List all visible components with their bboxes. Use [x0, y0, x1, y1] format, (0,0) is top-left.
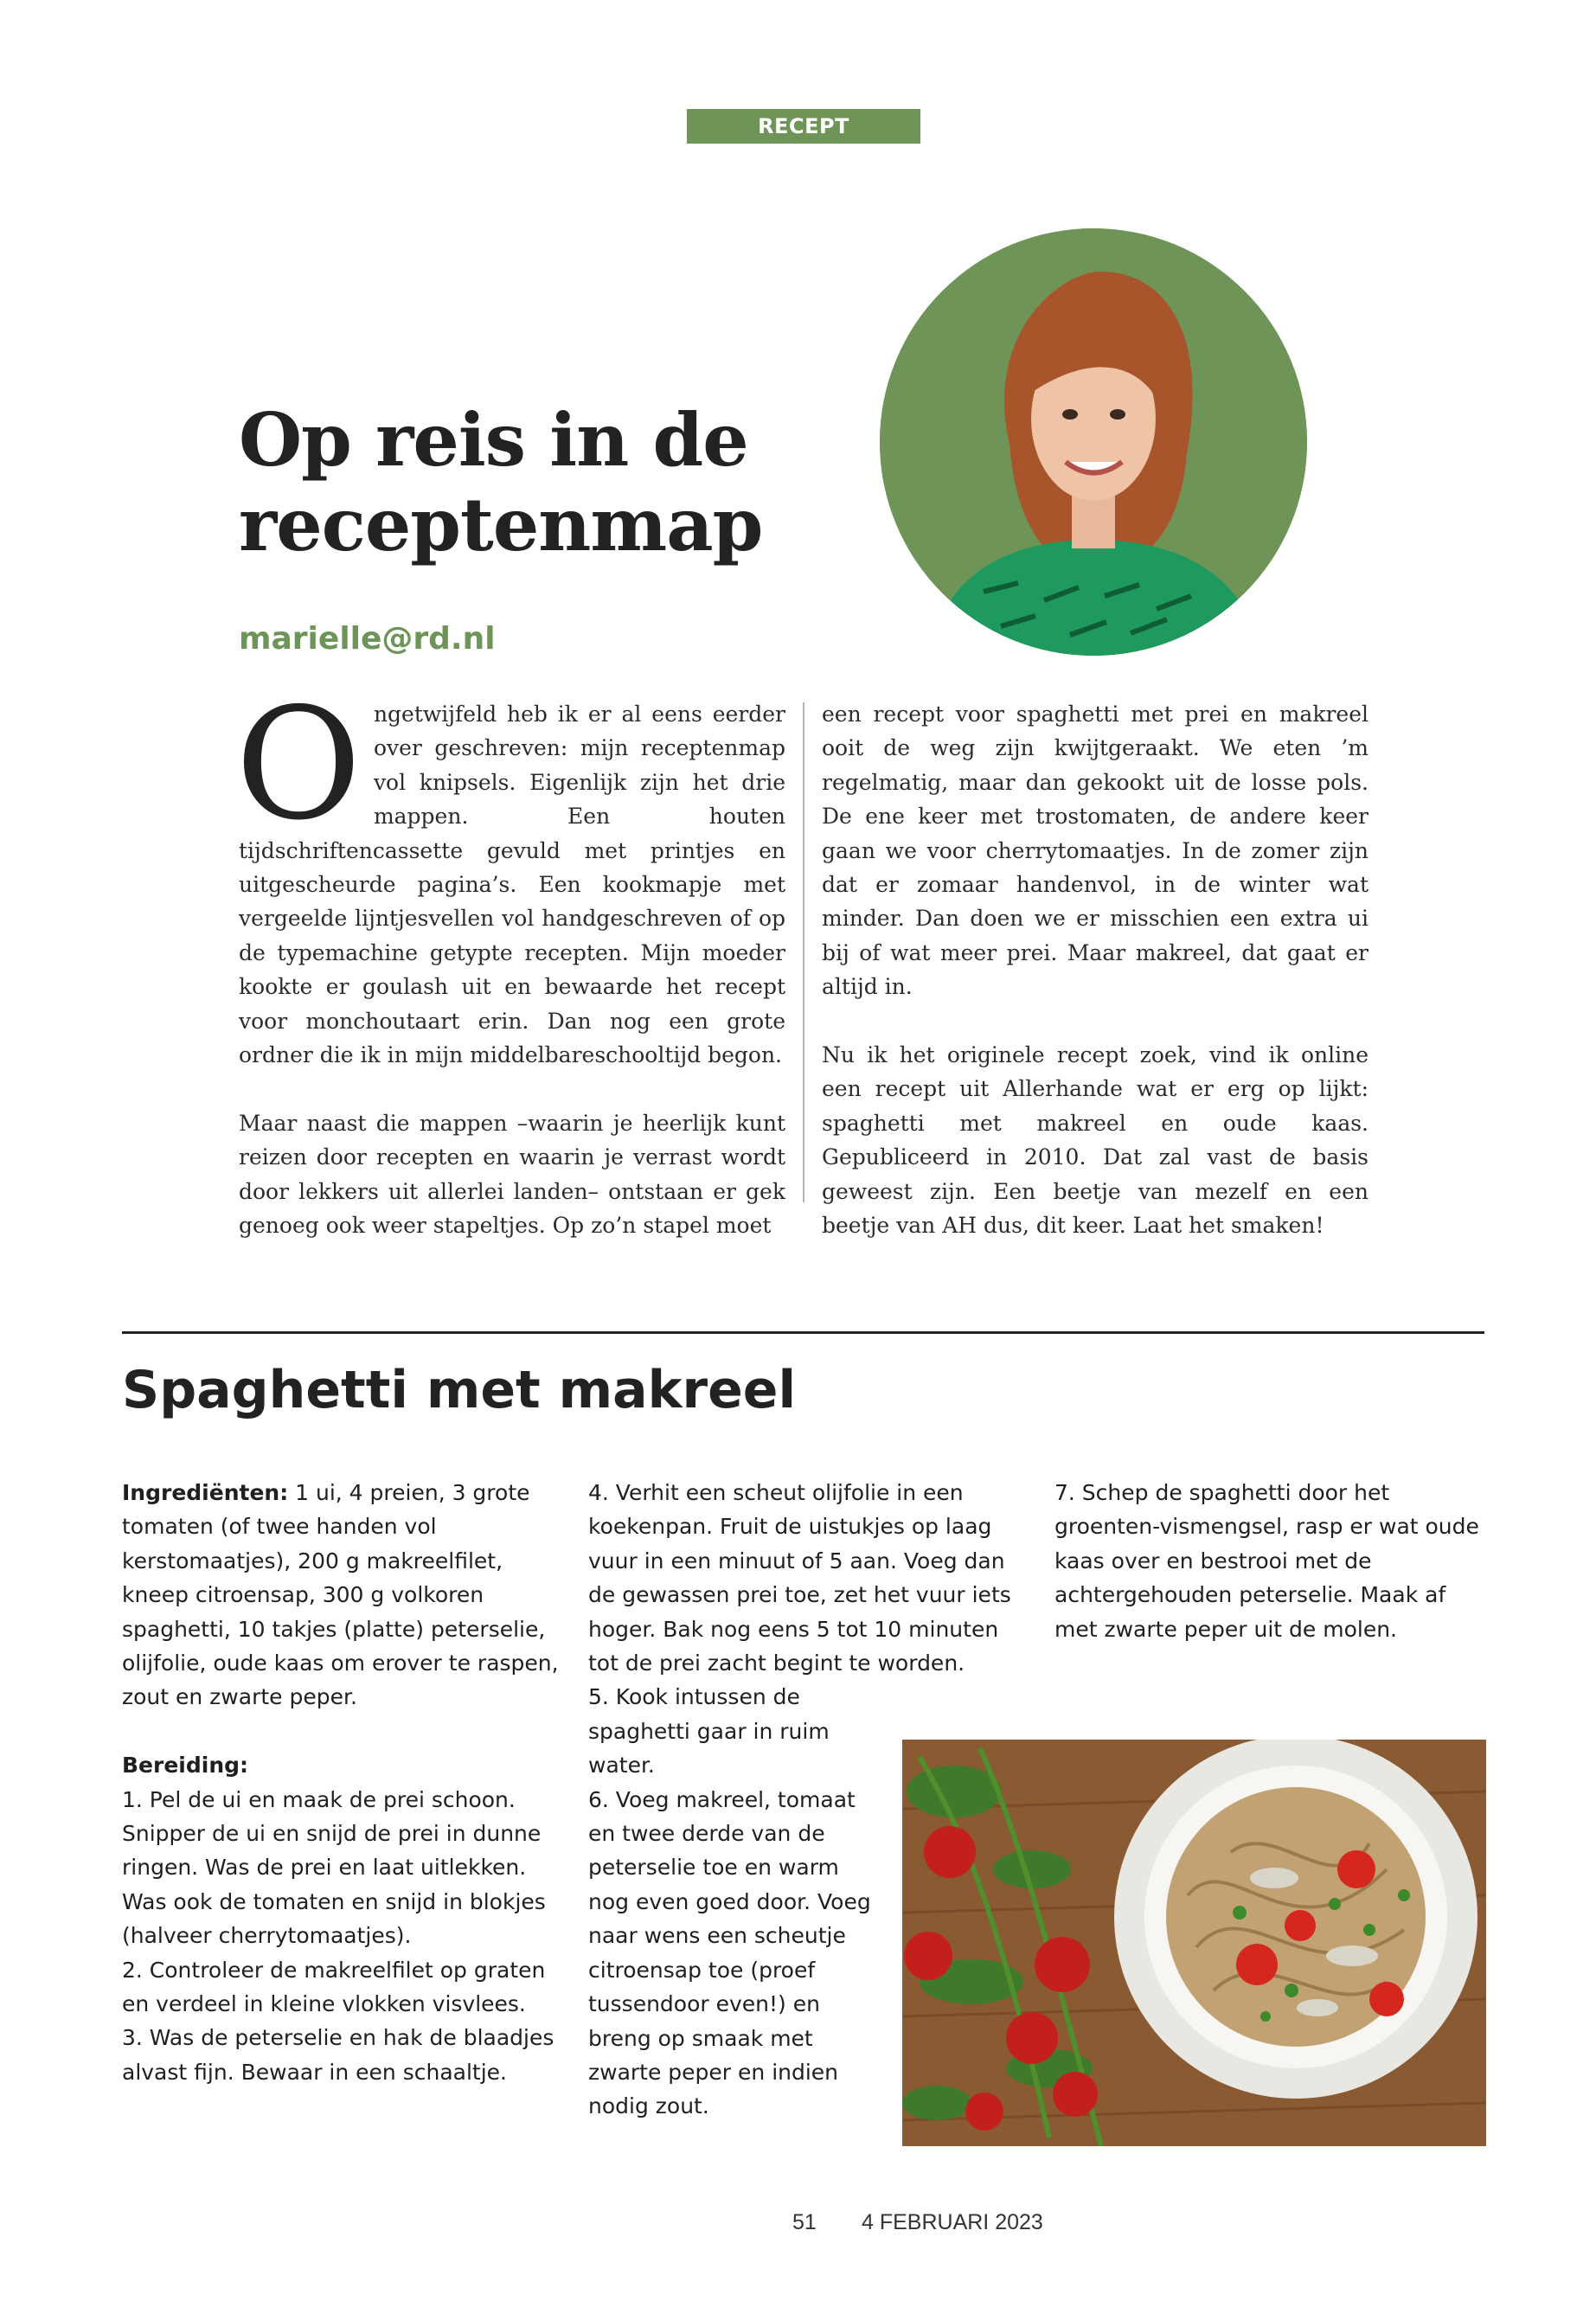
ingredients-label: Ingrediënten:	[122, 1480, 289, 1505]
recipe-title: Spaghetti met makreel	[122, 1360, 797, 1420]
issue-date: 4 FEBRUARI 2023	[862, 2210, 1043, 2234]
section-rule	[122, 1331, 1484, 1334]
column-divider	[803, 702, 804, 1202]
ingredients-text: 1 ui, 4 preien, 3 grote tomaten (of twee handen vol kerstomaatjes), 200 g makreelfilet, kneep citroensap, 300 g volkoren spaghetti, 10 takjes (platte) peterselie, olijfolie, oude kaas om erover te raspen, zout en zwarte peper.	[122, 1480, 559, 1710]
recipe-step: 4. Verhit een scheut olijfolie in een koekenpan. Fruit de uistukjes op laag vuur in een minuut of 5 aan. Voeg dan de gewassen prei toe, zet het vuur iets hoger. Bak nog eens 5 tot 10 minuten tot de prei zacht begint te worden.	[588, 1480, 1011, 1676]
article-column-left	[235, 675, 785, 1277]
article-column-right	[822, 697, 1368, 1277]
article-paragraph: een recept voor spaghetti met prei en makreel ooit de weg zijn kwijtgeraakt. We eten ’m regelmatig, maar dan gekookt uit de losse pols. De ene keer met trostomaten, de andere keer gaan we voor cherrytomaatjes. In de zomer zijn dat er zomaar handenvol, in de winter wat minder. Dan doen we er misschien een extra ui bij of wat meer prei. Maar makreel, dat gaat er altijd in.	[822, 702, 1368, 1000]
recipe-step: 7. Schep de spaghetti door het groenten-vismengsel, rasp er wat oude kaas over en bestrooi met de achtergehouden peterselie. Maak af met zwarte peper uit de molen.	[1054, 1480, 1479, 1642]
drop-cap: O	[235, 675, 362, 854]
author-email[interactable]: marielle@rd.nl	[239, 621, 496, 657]
recipe-step: 5. Kook intussen de spaghetti gaar in ruim water.	[588, 1684, 830, 1779]
recipe-column-3	[1054, 1476, 1487, 1646]
article-paragraph: Maar naast die mappen –waarin je heerlijk kunt reizen door recepten en waarin je verrast wordt door lekkers uit allerlei landen– ontstaan er gek genoeg ook weer stapeltjes. Op zo’n stapel moet	[239, 1110, 785, 1239]
recipe-step: 1. Pel de ui en maak de prei schoon. Snipper de ui en snijd de prei in dunne ringen. Was de prei en laat uitlekken. Was ook de tomaten en snijd in blokjes (halveer cherrytomaatjes).	[122, 1786, 546, 1949]
article-title: Op reis in de receptenmap	[239, 397, 763, 567]
recipe-step: 6. Voeg makreel, tomaat en twee derde van de peterselie toe en warm nog even goed door. Voeg naar wens een scheutje citroensap toe (proef tussendoor even!) en breng op smaak met zwarte peper en indien nodig zout.	[588, 1786, 871, 2119]
recipe-column-1	[122, 1476, 563, 2089]
author-portrait	[880, 228, 1307, 656]
recipe-step: 2. Controleer de makreelfilet op graten en verdeel in kleine vlokken visvlees.	[122, 1957, 546, 2017]
ingredients	[122, 1476, 563, 1715]
portrait-illustration	[880, 228, 1307, 656]
spaghetti-bowl-illustration	[902, 1740, 1486, 2146]
article-paragraph: ngetwijfeld heb ik er al eens eerder over geschreven: mijn receptenmap vol knipsels. Eigenlijk zijn het drie mappen. Een houten tijdschriftencassette gevuld met printjes en uitgescheurde pagina’s. Een kookmapje met vergeelde lijntjesvellen vol handgeschreven of op de typemachine getypte recepten. Mijn moeder kookte er goulash uit en bewaarde het recept voor monchoutaart erin. Dan nog een grote ordner die ik in mijn middelbareschooltijd begon.	[239, 702, 785, 1068]
preparation-label: Bereiding:	[122, 1753, 249, 1779]
article-paragraph: Nu ik het originele recept zoek, vind ik online een recept uit Allerhande wat er erg op lijkt: spaghetti met makreel en oude kaas. Gepubliceerd in 2010. Dat zal vast de basis geweest zijn. Een beetje van mezelf en een beetje van AH dus, dit keer. Laat het smaken!	[822, 1042, 1368, 1239]
page-number: 51	[792, 2210, 817, 2234]
recipe-step: 3. Was de peterselie en hak de blaadjes alvast fijn. Bewaar in een schaaltje.	[122, 2025, 554, 2085]
section-label: RECEPT	[687, 109, 920, 144]
recipe-photo	[902, 1740, 1486, 2146]
